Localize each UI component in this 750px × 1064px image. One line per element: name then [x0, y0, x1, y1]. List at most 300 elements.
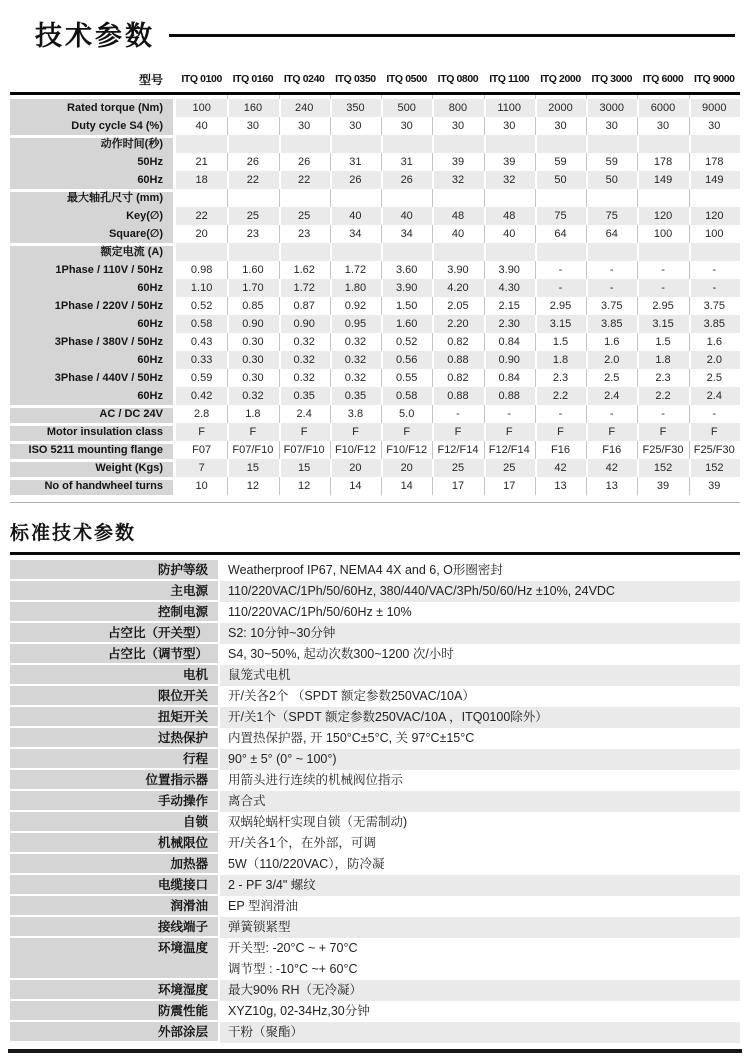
table-cell: 30 [689, 117, 740, 135]
model-name-cell: ITQ 0160 [232, 73, 274, 85]
table-cell: 0.52 [190, 300, 213, 312]
section-title: 标准技术参数 [10, 523, 137, 544]
table-cell: 31 [330, 153, 381, 171]
table-cell: 5.0 [381, 405, 432, 423]
table-cell: 178 [689, 153, 740, 171]
table-cell: 9000 [689, 99, 740, 117]
row-label: 最大轴孔尺寸 (mm) [10, 189, 173, 207]
table-cell: F [176, 423, 227, 441]
table-cell: 2000 [535, 99, 586, 117]
table-cell: 3.8 [330, 405, 381, 423]
table-row [10, 441, 740, 459]
table-cell: 0.32 [279, 333, 330, 351]
standard-row-value [220, 875, 740, 896]
standard-row-label: 限位开关 [10, 686, 218, 707]
page-title: 技术参数 [35, 21, 155, 51]
table-cell: 1.6 [586, 333, 637, 351]
table-cell: 59 [586, 153, 637, 171]
model-name-cell: ITQ 2000 [540, 73, 581, 85]
standard-value-line: 干粉（聚酯） [228, 1025, 304, 1039]
table-cell: 12 [227, 477, 278, 495]
spec-table-bottom-line [10, 502, 740, 503]
table-cell: 1.6 [689, 333, 740, 351]
standard-row-label: 占空比（开关型） [10, 623, 218, 644]
table-cell: 20 [381, 459, 432, 477]
table-cell: 0.85 [227, 297, 278, 315]
table-cell: F [535, 423, 586, 441]
table-cell [689, 243, 740, 261]
table-cell: 0.35 [279, 387, 330, 405]
standard-value-line: 开关型: -20°C ~ + 70°C [228, 941, 358, 955]
table-cell [689, 189, 740, 207]
table-cell: 2.2 [637, 387, 688, 405]
standard-value-line: 5W（110/220VAC），防冷凝 [228, 857, 385, 871]
row-label: 60Hz [10, 171, 173, 189]
table-cell: 3.15 [637, 315, 688, 333]
row-cells [176, 297, 740, 315]
row-label: Motor insulation class [10, 423, 173, 441]
standard-row-value [220, 1001, 740, 1022]
table-cell: 0.90 [279, 315, 330, 333]
table-cell: 0.52 [381, 333, 432, 351]
standard-row-label: 防震性能 [10, 1001, 218, 1022]
table-cell: 64 [535, 225, 586, 243]
table-cell: 2.3 [637, 369, 688, 387]
table-cell: 3.60 [381, 261, 432, 279]
standard-row-value [220, 770, 740, 791]
standard-row [10, 980, 740, 1001]
standard-row-value [220, 728, 740, 749]
table-cell: F10/F12 [330, 441, 381, 459]
table-cell: 75 [586, 207, 637, 225]
standard-value-line: 最大90% RH（无冷凝） [228, 983, 363, 997]
table-cell: 2.95 [535, 297, 586, 315]
table-cell [381, 243, 432, 261]
standard-row-label: 控制电源 [10, 602, 218, 623]
table-cell: - [535, 261, 586, 279]
table-cell: 3.75 [586, 297, 637, 315]
model-name-cell: ITQ 6000 [642, 73, 684, 85]
standard-row-label: 主电源 [10, 581, 218, 602]
standard-row-value [220, 917, 740, 938]
model-header-row [10, 69, 740, 89]
table-cell [484, 243, 535, 261]
table-cell: 40 [432, 225, 483, 243]
row-cells [176, 243, 740, 261]
model-name-cell: ITQ 0240 [283, 73, 325, 85]
table-cell: F [227, 423, 278, 441]
table-cell: - [637, 405, 688, 423]
row-label: Duty cycle S4 (%) [10, 117, 173, 135]
standard-row [10, 749, 740, 770]
standard-row-value [220, 623, 740, 644]
title-rule [169, 34, 735, 37]
table-cell: 14 [381, 477, 432, 495]
table-cell: 20 [330, 459, 381, 477]
table-cell: 1.70 [227, 279, 278, 297]
row-cells [176, 369, 740, 387]
table-cell [279, 189, 330, 207]
row-label: Key(∅) [10, 207, 173, 225]
table-cell: F [689, 423, 740, 441]
model-name-cell: ITQ 0100 [181, 73, 222, 85]
table-row [10, 387, 740, 405]
table-row [10, 315, 740, 333]
table-cell: 22 [176, 207, 227, 225]
standard-row [10, 833, 740, 854]
table-cell: F25/F30 [637, 441, 688, 459]
table-cell: 1.10 [176, 279, 227, 297]
standard-value-line: 鼠笼式电机 [228, 668, 291, 682]
model-name-cell: ITQ 0800 [437, 73, 479, 85]
table-cell [535, 135, 586, 153]
table-row [10, 423, 740, 441]
table-cell: 1.60 [381, 315, 432, 333]
standard-row-value [220, 980, 740, 1001]
table-cell: 30 [432, 117, 483, 135]
table-cell: 32 [432, 171, 483, 189]
table-cell: 120 [689, 207, 740, 225]
table-cell: 160 [227, 99, 278, 117]
table-cell: 0.59 [190, 372, 213, 384]
table-cell: 0.58 [176, 315, 227, 333]
table-cell: 0.88 [484, 387, 535, 405]
standard-row [10, 1001, 740, 1022]
standard-value-line: 用箭头进行连续的机械阀位指示 [228, 773, 404, 787]
table-cell: 2.0 [689, 351, 740, 369]
standard-row-value [220, 560, 740, 581]
row-label: 3Phase / 380V / 50Hz [10, 333, 173, 351]
standard-value-line: 调节型 : -10°C ~+ 60°C [228, 962, 358, 976]
standard-row-label: 行程 [10, 749, 218, 770]
standard-value-line: 110/220VAC/1Ph/50/60Hz, 380/440/VAC/3Ph/50/60/Hz ±10%, 24VDC [228, 584, 615, 598]
table-cell [330, 243, 381, 261]
standard-row-label: 防护等级 [10, 560, 218, 581]
table-cell: - [689, 405, 740, 423]
table-cell: 34 [381, 225, 432, 243]
table-cell: 4.20 [432, 279, 483, 297]
table-cell: 2.5 [689, 369, 740, 387]
table-cell: 0.32 [279, 369, 330, 387]
table-cell: F [432, 423, 483, 441]
table-cell: 0.84 [484, 369, 535, 387]
table-cell [176, 243, 227, 261]
table-cell: 149 [689, 171, 740, 189]
row-cells [176, 387, 740, 405]
standard-row-value [220, 686, 740, 707]
table-cell: 0.32 [279, 351, 330, 369]
table-cell [535, 189, 586, 207]
row-label: 额定电流 (A) [10, 243, 173, 261]
table-cell: 26 [330, 171, 381, 189]
table-cell [637, 135, 688, 153]
table-cell: 1.62 [279, 261, 330, 279]
table-cell: 25 [227, 207, 278, 225]
row-cells [176, 99, 740, 117]
row-label: 3Phase / 440V / 50Hz [10, 369, 173, 387]
table-cell: 40 [330, 207, 381, 225]
standard-value-line: 双蜗轮蜗杆实现自锁（无需制动) [228, 815, 408, 829]
table-cell [381, 135, 432, 153]
standard-row-label: 润滑油 [10, 896, 218, 917]
table-cell: 30 [279, 117, 330, 135]
table-cell: 0.82 [432, 369, 483, 387]
page-header [35, 14, 735, 53]
table-cell [227, 135, 278, 153]
standard-row [10, 791, 740, 812]
table-cell: 1100 [484, 99, 535, 117]
table-cell: 17 [484, 477, 535, 495]
table-cell: 30 [586, 117, 637, 135]
table-cell: 2.4 [689, 387, 740, 405]
row-label: Weight (Kgs) [10, 459, 173, 477]
table-cell: 0.56 [381, 351, 432, 369]
table-cell: 350 [330, 99, 381, 117]
table-cell: 1.8 [637, 351, 688, 369]
row-label: 动作时间(秒) [10, 135, 173, 153]
table-cell: 1.5 [637, 333, 688, 351]
table-cell: 23 [279, 225, 330, 243]
standard-row [10, 770, 740, 791]
standard-row [10, 560, 740, 581]
table-cell: 13 [586, 477, 637, 495]
table-cell: 0.90 [227, 315, 278, 333]
table-cell: 0.98 [190, 264, 213, 276]
table-cell: F16 [535, 441, 586, 459]
table-row [10, 189, 740, 207]
table-row [10, 99, 740, 117]
standard-row-label: 电缆接口 [10, 875, 218, 896]
row-cells [176, 261, 740, 279]
table-cell: 39 [432, 153, 483, 171]
model-name-cell: ITQ 1100 [489, 73, 530, 85]
table-cell: 14 [330, 477, 381, 495]
standard-row-value [220, 938, 740, 980]
model-name-cell: ITQ 0500 [386, 73, 427, 85]
table-cell [535, 243, 586, 261]
table-row [10, 243, 740, 261]
table-cell: 30 [535, 117, 586, 135]
standard-value-line: EP 型润滑油 [228, 899, 298, 913]
table-cell: 26 [279, 153, 330, 171]
row-label: Square(∅) [10, 225, 173, 243]
standard-row-value [220, 812, 740, 833]
table-cell: 25 [432, 459, 483, 477]
table-cell: 3.85 [586, 315, 637, 333]
row-label: Rated torque (Nm) [10, 99, 173, 117]
table-cell [484, 135, 535, 153]
table-cell: 2.20 [432, 315, 483, 333]
standard-value-line: XYZ10g, 02-34Hz,30分钟 [228, 1004, 370, 1018]
table-cell [637, 189, 688, 207]
table-cell: 2.8 [193, 408, 210, 420]
row-label: 60Hz [10, 279, 173, 297]
table-cell: 2.4 [279, 405, 330, 423]
standard-value-line: 离合式 [228, 794, 266, 808]
table-cell [176, 135, 227, 153]
table-cell: 21 [195, 156, 208, 168]
table-cell: 1.60 [227, 261, 278, 279]
standard-row-label: 扭矩开关 [10, 707, 218, 728]
standard-value-line: 开/关各1个，在外部，可调 [228, 836, 376, 850]
table-cell: 40 [195, 120, 208, 132]
table-cell: 39 [484, 153, 535, 171]
table-cell: 15 [227, 459, 278, 477]
table-cell: 50 [535, 171, 586, 189]
standard-row-label: 加热器 [10, 854, 218, 875]
table-cell: 0.43 [190, 336, 213, 348]
table-cell: 0.30 [227, 351, 278, 369]
table-cell: 0.33 [176, 351, 227, 369]
table-cell: 40 [381, 207, 432, 225]
table-cell: 1.8 [227, 405, 278, 423]
row-cells [176, 423, 740, 441]
table-cell: F [279, 423, 330, 441]
model-name-cell: ITQ 9000 [694, 73, 735, 85]
table-cell: 2.30 [484, 315, 535, 333]
table-cell: 3.15 [535, 315, 586, 333]
table-cell: 0.32 [330, 351, 381, 369]
table-cell: 100 [176, 99, 227, 117]
table-cell: 26 [381, 171, 432, 189]
table-cell: 39 [689, 477, 740, 495]
standard-row-value [220, 854, 740, 875]
table-cell: F [381, 423, 432, 441]
table-cell: - [586, 405, 637, 423]
standard-value-line: 内置热保护器, 开 150°C±5°C, 关 97°C±15°C [228, 731, 475, 745]
standard-value-line: 开/关各2个 （SPDT 额定参数250VAC/10A） [228, 689, 475, 703]
table-cell: 2.5 [586, 369, 637, 387]
table-cell: 120 [637, 207, 688, 225]
table-cell: 26 [227, 153, 278, 171]
table-cell: 30 [227, 117, 278, 135]
table-cell: 0.58 [381, 387, 432, 405]
table-cell: 30 [381, 117, 432, 135]
table-row [10, 459, 740, 477]
table-cell [432, 189, 483, 207]
standard-row [10, 602, 740, 623]
table-cell: 7 [176, 459, 227, 477]
standard-value-line: 开/关1个（SPDT 额定参数250VAC/10A ，ITQ0100除外） [228, 710, 548, 724]
table-cell [279, 135, 330, 153]
table-row [10, 333, 740, 351]
table-cell: F07/F10 [279, 441, 330, 459]
table-cell: 0.87 [279, 297, 330, 315]
table-cell [176, 189, 227, 207]
table-cell [330, 135, 381, 153]
standard-row-value [220, 1022, 740, 1043]
standard-row-value [220, 833, 740, 854]
table-cell: 0.35 [330, 387, 381, 405]
table-cell: 31 [381, 153, 432, 171]
standard-row-label: 机械限位 [10, 833, 218, 854]
table-cell: 1.50 [381, 297, 432, 315]
row-cells [176, 441, 740, 459]
standard-value-line: 弹簧锁紧型 [228, 920, 291, 934]
table-row [10, 297, 740, 315]
standard-row-value [220, 644, 740, 665]
table-cell: 0.32 [330, 369, 381, 387]
table-cell: 25 [484, 459, 535, 477]
standard-row-label: 自锁 [10, 812, 218, 833]
table-cell: 2.05 [432, 297, 483, 315]
standard-row-value [220, 665, 740, 686]
row-cells [176, 135, 740, 153]
table-cell [279, 243, 330, 261]
table-cell: 3.90 [381, 279, 432, 297]
table-cell: 48 [432, 207, 483, 225]
table-cell: - [637, 261, 688, 279]
section-title-rule [10, 552, 740, 555]
table-cell: 178 [637, 153, 688, 171]
row-label: ISO 5211 mounting flange [10, 441, 173, 459]
row-label: 1Phase / 110V / 50Hz [10, 261, 173, 279]
standard-params-table [10, 560, 740, 1043]
table-row [10, 225, 740, 243]
table-cell: 0.30 [227, 369, 278, 387]
table-cell: 240 [279, 99, 330, 117]
spec-table [10, 92, 740, 495]
table-cell: 64 [586, 225, 637, 243]
table-cell: 13 [535, 477, 586, 495]
standard-row-label: 外部涂层 [10, 1022, 218, 1043]
table-cell: 22 [227, 171, 278, 189]
table-cell: 4.30 [484, 279, 535, 297]
table-cell: F16 [586, 441, 637, 459]
row-cells [176, 117, 740, 135]
table-cell: F12/F14 [484, 441, 535, 459]
row-cells [176, 477, 740, 495]
table-cell: 100 [689, 225, 740, 243]
standard-row-label: 环境湿度 [10, 980, 218, 1001]
table-row [10, 405, 740, 423]
model-row-label: 型号 [138, 72, 163, 87]
table-cell: - [586, 261, 637, 279]
standard-value-line: Weatherproof IP67, NEMA4 4X and 6, O形圈密封 [228, 563, 503, 577]
table-cell: 75 [535, 207, 586, 225]
table-cell: - [535, 279, 586, 297]
table-cell: 0.95 [330, 315, 381, 333]
table-cell: 0.90 [484, 351, 535, 369]
table-cell [689, 135, 740, 153]
table-cell: 0.30 [227, 333, 278, 351]
row-cells [176, 189, 740, 207]
table-cell: 40 [484, 225, 535, 243]
table-cell: - [689, 279, 740, 297]
table-cell: 152 [637, 459, 688, 477]
table-cell: 42 [586, 459, 637, 477]
standard-row-label: 占空比（调节型） [10, 644, 218, 665]
table-row [10, 135, 740, 153]
table-row [10, 279, 740, 297]
table-cell: - [535, 405, 586, 423]
table-cell: 3.90 [484, 261, 535, 279]
standard-row-value [220, 602, 740, 623]
standard-value-line: 90° ± 5° (0° ~ 100°) [228, 752, 337, 766]
table-cell: 0.88 [432, 387, 483, 405]
row-cells [176, 405, 740, 423]
table-cell: F [330, 423, 381, 441]
row-label: 60Hz [10, 351, 173, 369]
table-cell: 6000 [637, 99, 688, 117]
table-cell: 3.85 [689, 315, 740, 333]
table-cell: 15 [279, 459, 330, 477]
table-cell: 3.75 [689, 297, 740, 315]
standard-row-label: 环境温度 [10, 938, 218, 980]
table-cell: 25 [279, 207, 330, 225]
standard-value-line: S4, 30~50%, 起动次数300~1200 次/小时 [228, 647, 454, 661]
standard-row-value [220, 749, 740, 770]
